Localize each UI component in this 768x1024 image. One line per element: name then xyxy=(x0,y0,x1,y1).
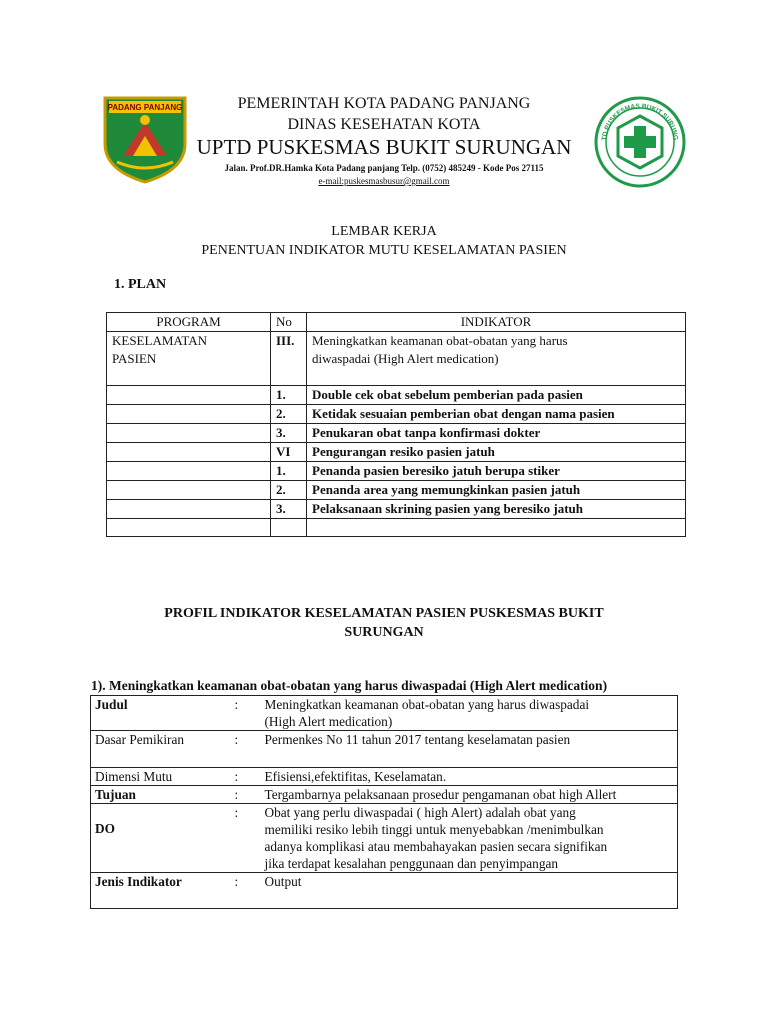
indikator-cell: Penanda area yang memungkinkan pasien jatuh xyxy=(307,481,686,500)
indikator-line: Meningkatkan keamanan obat-obatan yang harus xyxy=(312,333,568,348)
indikator-cell: Ketidak sesuaian pemberian obat dengan nama pasien xyxy=(307,405,686,424)
label-tujuan: Tujuan xyxy=(91,786,231,804)
table-row xyxy=(91,696,678,731)
value-line: Meningkatkan keamanan obat-obatan yang harus diwaspadai xyxy=(264,697,590,712)
value-line: Obat yang perlu diwaspadai ( high Alert) adalah obat yang xyxy=(264,805,576,820)
value-do xyxy=(261,804,678,873)
no-cell: 1. xyxy=(271,386,307,405)
no-cell: 2. xyxy=(271,481,307,500)
indikator-cell: Penanda pasien beresiko jatuh berupa stiker xyxy=(307,462,686,481)
header-org: UPTD PUSKESMAS BUKIT SURUNGAN xyxy=(196,135,572,159)
header-dept: DINAS KESEHATAN KOTA xyxy=(287,116,481,133)
table-row xyxy=(107,405,686,424)
indikator-line: diwaspadai (High Alert medication) xyxy=(312,351,499,366)
profil-subtitle: 1). Meningkatkan keamanan obat-obatan yang harus diwaspadai (High Alert medication) xyxy=(91,678,608,693)
label-dasar: Dasar Pemikiran xyxy=(91,731,231,768)
indikator-cell: Pelaksanaan skrining pasien yang beresiko jatuh xyxy=(307,500,686,519)
profil-title-1: PROFIL INDIKATOR KESELAMATAN PASIEN PUSKESMAS BUKIT xyxy=(164,606,604,621)
table-row xyxy=(107,386,686,405)
right-logo-text: TD PUSKESMAS BUKIT SURUNG xyxy=(600,102,680,141)
value-line: adanya komplikasi atau membahayakan pasien secara signifikan xyxy=(264,839,608,854)
plan-table xyxy=(106,312,686,537)
table-row xyxy=(107,481,686,500)
indikator-cell: Pengurangan resiko pasien jatuh xyxy=(307,443,686,462)
header-no: No xyxy=(271,313,307,332)
value-line: memiliki resiko lebih tinggi untuk menyebabkan /menimbulkan xyxy=(264,822,604,837)
colon: : xyxy=(231,786,261,804)
table-row xyxy=(107,313,686,332)
header-program: PROGRAM xyxy=(107,313,271,332)
colon: : xyxy=(234,874,239,889)
table-row xyxy=(91,873,678,909)
program-line: PASIEN xyxy=(112,351,157,366)
no-cell: 1. xyxy=(271,462,307,481)
indikator-cell: Penukaran obat tanpa konfirmasi dokter xyxy=(307,424,686,443)
table-row xyxy=(107,500,686,519)
colon: : xyxy=(231,804,261,873)
value-line: (High Alert medication) xyxy=(264,714,393,729)
indikator-cell: Double cek obat sebelum pemberian pada pasien xyxy=(307,386,686,405)
colon: : xyxy=(231,731,261,768)
value-tujuan: Tergambarnya pelaksanaan prosedur pengamanan obat high Allert xyxy=(261,786,678,804)
table-row xyxy=(91,804,678,873)
indikator-cell xyxy=(307,332,686,386)
header-indikator: INDIKATOR xyxy=(307,313,686,332)
value-dimensi: Efisiensi,efektifitas, Keselamatan. xyxy=(261,768,678,786)
label-dimensi: Dimensi Mutu xyxy=(91,768,231,786)
no-cell: 3. xyxy=(271,500,307,519)
program-cell xyxy=(107,332,271,386)
table-row xyxy=(91,731,678,768)
header-email: e-mail:puskesmasbusur@gmail.com xyxy=(318,176,450,186)
no-cell: 2. xyxy=(271,405,307,424)
table-row xyxy=(91,786,678,804)
no-cell: VI xyxy=(271,443,307,462)
table-row xyxy=(107,332,686,386)
label-jenis: Jenis Indikator xyxy=(95,874,182,889)
profil-title-2: SURUNGAN xyxy=(344,625,424,640)
value-line: jika terdapat kesalahan penggunaan dan penyimpangan xyxy=(264,856,559,871)
program-line: KESELAMATAN xyxy=(112,333,208,348)
value-judul xyxy=(261,696,678,731)
profil-table xyxy=(90,695,678,909)
value-jenis: Output xyxy=(264,874,302,889)
section-plan: 1. PLAN xyxy=(114,277,167,292)
header-address: Jalan. Prof.DR.Hamka Kota Padang panjang Telp. (0752) 485249 - Kode Pos 27115 xyxy=(224,163,544,173)
table-row xyxy=(107,519,686,537)
label-do: DO xyxy=(91,804,231,873)
colon: : xyxy=(231,768,261,786)
colon: : xyxy=(231,696,261,731)
no-cell: III. xyxy=(271,332,307,386)
header-gov: PEMERINTAH KOTA PADANG PANJANG xyxy=(237,95,531,112)
label-judul: Judul xyxy=(91,696,231,731)
table-row xyxy=(107,462,686,481)
value-dasar: Permenkes No 11 tahun 2017 tentang keselamatan pasien xyxy=(261,731,678,768)
table-row xyxy=(107,443,686,462)
no-cell: 3. xyxy=(271,424,307,443)
table-row xyxy=(91,768,678,786)
doc-title-2: PENENTUAN INDIKATOR MUTU KESELAMATAN PASIEN xyxy=(201,243,567,258)
doc-title-1: LEMBAR KERJA xyxy=(331,224,437,239)
table-row xyxy=(107,424,686,443)
left-logo-text: PADANG PANJANG xyxy=(107,103,183,112)
